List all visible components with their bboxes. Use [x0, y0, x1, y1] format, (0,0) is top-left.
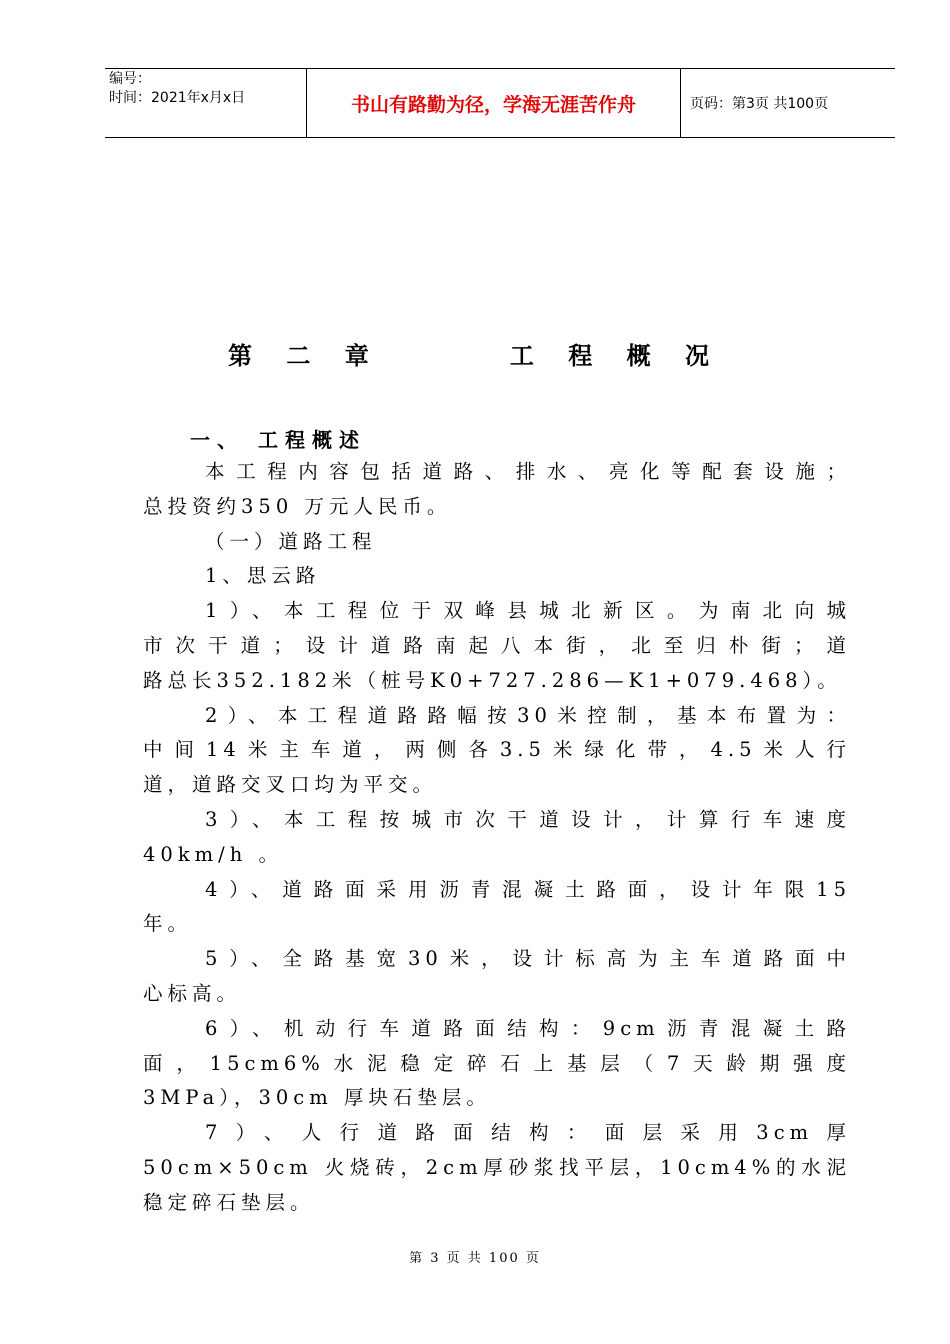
body-line: 5）、全路基宽30米，设计标高为主车道路面中 — [205, 947, 851, 971]
body-line: 本工程内容包括道路、排水、亮化等配套设施； — [205, 460, 851, 483]
body-line: 面，15cm6%水泥稳定碎石上基层（7天龄期强度 — [143, 1051, 851, 1075]
body-line: 总投资约350 万元人民币。 — [143, 494, 452, 518]
page-header — [105, 68, 895, 138]
body-line: 7）、人行道路面结构：面层采用3cm厚 — [205, 1121, 851, 1145]
body-line: 1）、本工程位于双峰县城北新区。为南北向城 — [205, 599, 851, 623]
body-line: 路总长352.182米（桩号K0+727.286—K1+079.468）。 — [143, 668, 842, 692]
body-line: 4）、道路面采用沥青混凝土路面，设计年限15 — [205, 877, 851, 901]
section-title: 一、 工程概述 — [190, 428, 366, 452]
header-page-number: 页码：第3页 共100页 — [690, 96, 829, 112]
body-line: 稳定碎石垫层。 — [143, 1190, 315, 1214]
subsection-heading: 1、思云路 — [205, 564, 321, 588]
body-line: 年。 — [143, 912, 193, 936]
body-line: 50cm×50cm 火烧砖，2cm厚砂浆找平层，10cm4%的水泥 — [143, 1155, 851, 1179]
header-info — [105, 69, 305, 138]
page-footer: 第 3 页 共 100 页 — [409, 1251, 541, 1266]
body-line: 2）、本工程道路路幅按30米控制，基本布置为： — [205, 703, 851, 727]
chapter-title: 第 二 章 工 程 概 况 — [228, 342, 722, 370]
document-number-label: 编号： — [109, 71, 151, 87]
header-motto: 书山有路勤为径，学海无涯苦作舟 — [306, 69, 681, 137]
body-line: 3）、本工程按城市次干道设计，计算行车速度 — [205, 807, 851, 831]
body-line: 道，道路交叉口均为平交。 — [143, 773, 438, 797]
body-line: 40km/h 。 — [143, 842, 283, 866]
date-label: 时间：2021年x月x日 — [109, 90, 246, 106]
document-body — [143, 455, 851, 1221]
body-line: 市次干道；设计道路南起八本街，北至归朴街；道 — [143, 633, 851, 657]
body-line: 心标高。 — [143, 981, 242, 1005]
subsection-heading: （一）道路工程 — [205, 529, 377, 553]
body-line: 3MPa），30cm 厚块石垫层。 — [143, 1086, 491, 1110]
body-line: 中间14米主车道，两侧各3.5米绿化带，4.5米人行 — [143, 738, 851, 762]
body-line: 6）、机动行车道路面结构：9cm沥青混凝土路 — [205, 1016, 851, 1040]
